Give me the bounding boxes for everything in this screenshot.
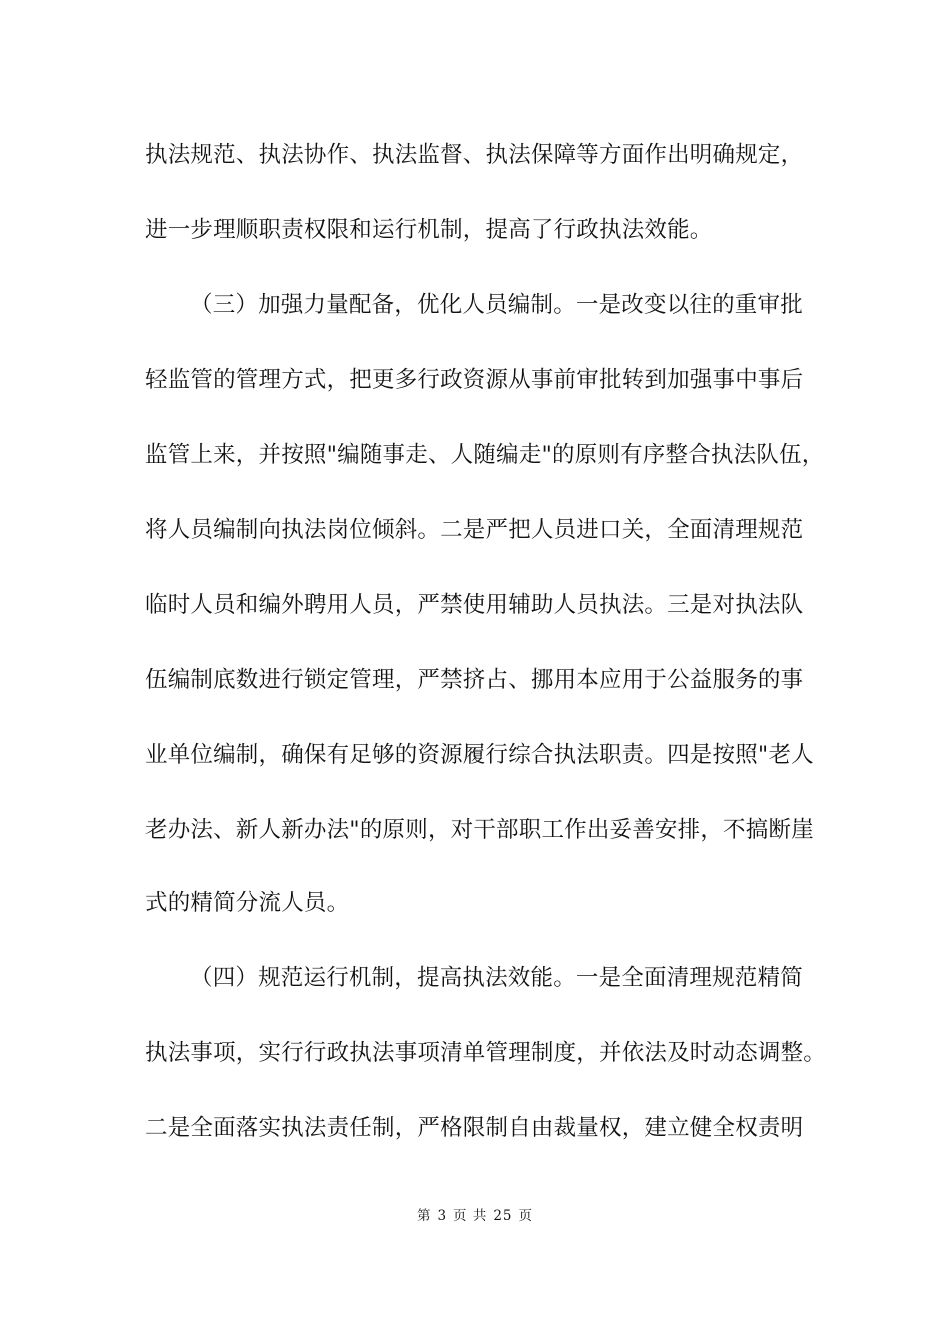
page-footer xyxy=(0,1207,950,1225)
body-line: 将人员编制向执法岗位倾斜。二是严把人员进口关，全面清理规范 xyxy=(145,517,804,543)
body-line: 执法事项，实行行政执法事项清单管理制度，并依法及时动态调整。 xyxy=(145,1040,827,1066)
body-line: 执法规范、执法协作、执法监督、执法保障等方面作出明确规定， xyxy=(145,142,804,168)
paragraph-heading-line: （三）加强力量配备，优化人员编制。一是改变以往的重审批 xyxy=(190,292,803,318)
body-line: 进一步理顺职责权限和运行机制，提高了行政执法效能。 xyxy=(145,217,713,243)
body-line: 二是全面落实执法责任制，严格限制自由裁量权，建立健全权责明 xyxy=(145,1115,804,1141)
paragraph-heading-line: （四）规范运行机制，提高执法效能。一是全面清理规范精简 xyxy=(190,965,803,991)
footer-middle: 页 共 xyxy=(453,1208,488,1224)
body-line: 老办法、新人新办法"的原则，对干部职工作出妥善安排，不搞断崖 xyxy=(145,817,814,843)
footer-total-pages: 25 xyxy=(493,1208,513,1224)
body-line: 业单位编制，确保有足够的资源履行综合执法职责。四是按照"老人 xyxy=(145,742,814,768)
body-line: 轻监管的管理方式，把更多行政资源从事前审批转到加强事中事后 xyxy=(145,367,804,393)
body-line: 监管上来，并按照"编随事走、人随编走"的原则有序整合执法队伍， xyxy=(145,442,825,468)
footer-current-page: 3 xyxy=(437,1208,448,1224)
body-line: 临时人员和编外聘用人员，严禁使用辅助人员执法。三是对执法队 xyxy=(145,592,804,618)
footer-suffix: 页 xyxy=(518,1208,534,1224)
body-line: 式的精简分流人员。 xyxy=(145,890,350,916)
footer-prefix: 第 xyxy=(416,1208,432,1224)
body-line: 伍编制底数进行锁定管理，严禁挤占、挪用本应用于公益服务的事 xyxy=(145,667,804,693)
